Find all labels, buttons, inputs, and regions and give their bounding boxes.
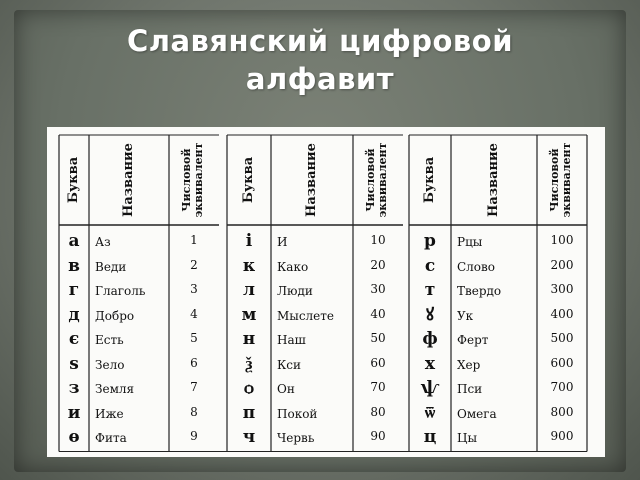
letter-name: Зело [95, 357, 125, 372]
header-name: Название [121, 143, 136, 217]
slavonic-letter: а [68, 231, 80, 251]
letter-name: Хер [457, 357, 481, 372]
letter-name: Глаголь [95, 284, 146, 298]
header-name: Название [304, 143, 319, 217]
numeric-value: 30 [370, 282, 386, 296]
letter-name: Ферт [457, 333, 489, 347]
numeric-value: 5 [190, 331, 198, 345]
slavonic-letter: ч [242, 427, 256, 447]
numeral-alphabet-table [47, 127, 605, 457]
letter-name: Твердо [457, 284, 502, 298]
header-value-line-2: эквивалент [376, 142, 389, 218]
letter-name: Фита [95, 431, 127, 445]
header-value-line-1: Числовой [180, 148, 193, 212]
letter-name: Есть [95, 333, 124, 347]
slavonic-letter: з [68, 378, 80, 398]
slavonic-letter: і [245, 231, 253, 251]
header-numeric-value [365, 137, 389, 223]
numeric-value: 40 [370, 306, 386, 321]
numeric-value: 7 [190, 380, 198, 394]
numeric-value: 600 [550, 355, 574, 370]
header-value-line-2: эквивалент [192, 142, 205, 218]
numeric-value: 60 [370, 355, 386, 370]
header-letter: Буква [422, 156, 437, 204]
numeric-value: 6 [190, 355, 198, 370]
numeric-value: 1 [190, 233, 198, 247]
header-value-line-1: Числовой [364, 148, 377, 212]
letter-name: Он [277, 382, 295, 396]
letter-name: Ук [457, 308, 474, 323]
letter-name: Како [277, 259, 309, 274]
slavonic-letter: с [424, 255, 436, 276]
letter-name: Цы [457, 431, 478, 445]
slavonic-letter: н [242, 329, 256, 349]
slavonic-letter: д [68, 304, 80, 325]
slavonic-letter: є [68, 329, 80, 349]
letter-name: Аз [95, 235, 111, 249]
letter-name: Добро [95, 308, 135, 323]
slavonic-letter: г [68, 280, 80, 300]
numeric-value: 300 [550, 282, 574, 296]
slavonic-letter: л [243, 280, 255, 300]
numeric-value: 8 [190, 404, 198, 419]
numeric-value: 2 [190, 257, 198, 272]
letter-name: Пси [457, 382, 483, 396]
letter-name: Покой [277, 406, 318, 421]
letter-name: Наш [277, 333, 306, 347]
header-letter: Буква [241, 156, 256, 204]
letter-name: Мыслете [277, 308, 335, 323]
slavonic-letter: р [424, 231, 436, 251]
slavonic-letter: п [242, 402, 256, 423]
slavonic-letter: ѯ [245, 353, 253, 374]
numeric-value: 80 [370, 404, 386, 419]
numeric-value: 10 [370, 233, 386, 247]
slavonic-letter: и [67, 402, 81, 423]
letter-name: Иже [95, 406, 124, 421]
letter-name: Кси [277, 357, 302, 372]
letter-name: Омега [457, 406, 497, 421]
letter-name: И [277, 235, 288, 249]
numeric-value: 500 [550, 331, 574, 345]
numeric-value: 50 [370, 331, 386, 345]
slavonic-letter: м [241, 304, 257, 325]
letter-name: Люди [277, 284, 313, 298]
numeric-value: 700 [550, 380, 574, 394]
slavonic-letter: т [424, 280, 436, 300]
slavonic-letter: ꙋ [426, 304, 434, 325]
slavonic-letter: ѳ [68, 427, 80, 447]
slavonic-letter: ц [423, 427, 437, 447]
slavonic-letter: ѻ [244, 378, 254, 398]
letter-name: Червь [277, 431, 315, 445]
slavonic-letter: ѿ [424, 402, 436, 423]
slavonic-letter: х [424, 353, 436, 374]
slavonic-letter: к [242, 255, 256, 276]
header-numeric-value [549, 137, 573, 223]
slavonic-letter: ѕ [69, 353, 79, 374]
numeric-value: 200 [550, 257, 574, 272]
letter-name: Слово [457, 259, 496, 274]
title-line-1: Славянский цифровой [126, 24, 514, 58]
title-line-2: алфавит [245, 62, 395, 96]
header-value-line-1: Числовой [548, 148, 561, 212]
header-name: Название [486, 143, 501, 217]
slide-title [0, 22, 640, 98]
numeric-value: 9 [190, 429, 198, 443]
letter-name: Земля [95, 382, 135, 396]
letter-name: Веди [95, 259, 127, 274]
numeric-value: 4 [190, 306, 198, 321]
numeric-value: 70 [370, 380, 386, 394]
numeric-value: 400 [550, 306, 574, 321]
numeric-value: 20 [370, 257, 386, 272]
slavonic-letter: ф [422, 329, 438, 349]
header-letter: Буква [66, 156, 81, 204]
numeric-value: 900 [550, 429, 574, 443]
slavonic-letter: ѱ [420, 378, 440, 398]
numeric-value: 100 [550, 233, 574, 247]
header-value-line-2: эквивалент [560, 142, 573, 218]
slavonic-letter: в [68, 255, 80, 276]
numeric-value: 3 [190, 282, 198, 296]
numeric-value: 800 [550, 404, 574, 419]
numeric-value: 90 [370, 429, 386, 443]
header-numeric-value [181, 137, 205, 223]
letter-name: Рцы [457, 235, 483, 249]
